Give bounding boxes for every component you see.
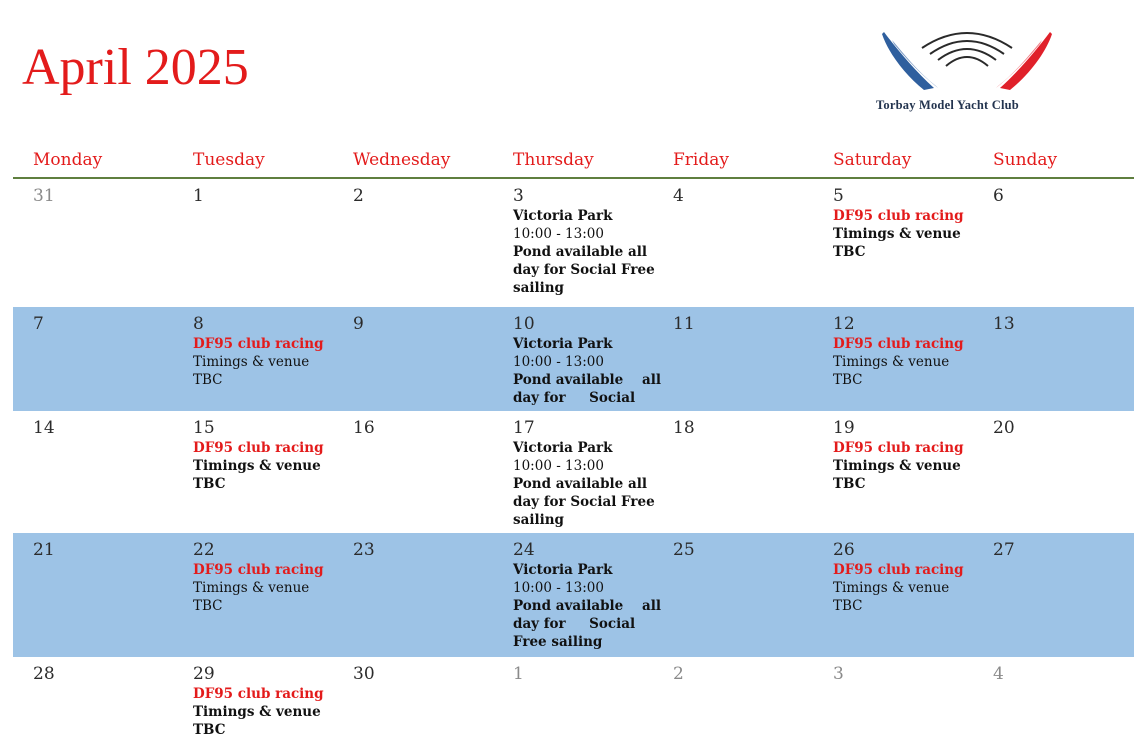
day-number: 29 xyxy=(193,664,215,684)
day-cell[interactable] xyxy=(673,313,821,335)
weekday-wednesday: Wednesday xyxy=(353,150,451,170)
day-number: 20 xyxy=(993,418,1015,438)
day-cell[interactable] xyxy=(513,417,661,529)
event-line: 10:00 - 13:00 xyxy=(513,580,604,596)
day-number: 1 xyxy=(193,186,204,206)
day-cell[interactable] xyxy=(193,417,341,493)
event-line: sailing xyxy=(513,512,564,528)
event-line: Timings & venue xyxy=(193,458,321,474)
day-number: 7 xyxy=(33,314,44,334)
event-line: TBC xyxy=(833,598,863,614)
day-cell[interactable] xyxy=(353,663,501,685)
event-line: Timings & venue xyxy=(833,458,961,474)
day-number: 31 xyxy=(33,186,55,206)
day-number: 18 xyxy=(673,418,695,438)
event-line: DF95 club racing xyxy=(193,440,324,456)
day-cell[interactable] xyxy=(833,663,981,685)
event-line: DF95 club racing xyxy=(833,440,964,456)
event-line: Pond available all xyxy=(513,372,662,388)
day-number: 12 xyxy=(833,314,855,334)
event-line: 10:00 - 13:00 xyxy=(513,458,604,474)
day-cell[interactable] xyxy=(513,539,661,651)
day-number: 3 xyxy=(833,664,844,684)
day-number: 4 xyxy=(993,664,1004,684)
day-cell[interactable] xyxy=(673,417,821,439)
event-line: Pond available all xyxy=(513,244,647,260)
day-cell[interactable] xyxy=(993,313,1141,335)
event-line: DF95 club racing xyxy=(193,686,324,702)
day-cell[interactable] xyxy=(193,313,341,389)
event-line: sailing xyxy=(513,280,564,296)
day-number: 16 xyxy=(353,418,375,438)
event-line: DF95 club racing xyxy=(833,562,964,578)
day-number: 2 xyxy=(353,186,364,206)
day-cell[interactable] xyxy=(353,539,501,561)
day-number: 6 xyxy=(993,186,1004,206)
day-cell[interactable] xyxy=(33,185,181,207)
event-line: Free sailing xyxy=(513,634,603,650)
day-cell[interactable] xyxy=(193,663,341,739)
event-line: 10:00 - 13:00 xyxy=(513,226,604,242)
day-number: 21 xyxy=(33,540,55,560)
day-cell[interactable] xyxy=(513,313,661,407)
event-line: day for Social xyxy=(513,616,636,632)
event-line: Timings & venue xyxy=(193,580,310,596)
day-number: 10 xyxy=(513,314,535,334)
weekday-monday: Monday xyxy=(33,150,103,170)
day-cell[interactable] xyxy=(673,663,821,685)
day-number: 3 xyxy=(513,186,524,206)
event-line: DF95 club racing xyxy=(193,336,324,352)
event-line: Victoria Park xyxy=(513,208,613,224)
event-line: Timings & venue xyxy=(193,704,321,720)
day-cell[interactable] xyxy=(993,663,1141,685)
day-number: 24 xyxy=(513,540,535,560)
day-cell[interactable] xyxy=(33,313,181,335)
event-line: TBC xyxy=(833,372,863,388)
day-number: 22 xyxy=(193,540,215,560)
day-cell[interactable] xyxy=(513,663,661,685)
day-cell[interactable] xyxy=(833,539,981,615)
day-cell[interactable] xyxy=(993,539,1141,561)
event-line: TBC xyxy=(193,476,226,492)
event-line: Timings & venue xyxy=(833,226,961,242)
day-cell[interactable] xyxy=(193,185,341,207)
event-line: Victoria Park xyxy=(513,562,613,578)
day-cell[interactable] xyxy=(833,185,981,261)
calendar-grid xyxy=(13,148,1134,753)
day-cell[interactable] xyxy=(673,185,821,207)
day-number: 4 xyxy=(673,186,684,206)
day-cell[interactable] xyxy=(513,185,661,297)
event-line: TBC xyxy=(193,598,223,614)
day-number: 9 xyxy=(353,314,364,334)
weekday-header xyxy=(13,148,1134,179)
day-number: 5 xyxy=(833,186,844,206)
event-line: DF95 club racing xyxy=(833,336,964,352)
day-cell[interactable] xyxy=(193,539,341,615)
day-number: 26 xyxy=(833,540,855,560)
day-cell[interactable] xyxy=(33,663,181,685)
event-line: Timings & venue xyxy=(833,354,950,370)
day-number: 11 xyxy=(673,314,695,334)
club-logo xyxy=(812,18,1132,126)
day-number: 2 xyxy=(673,664,684,684)
week-row xyxy=(13,307,1134,411)
event-line: Timings & venue xyxy=(193,354,310,370)
day-number: 23 xyxy=(353,540,375,560)
day-number: 17 xyxy=(513,418,535,438)
day-cell[interactable] xyxy=(833,417,981,493)
day-number: 27 xyxy=(993,540,1015,560)
day-number: 13 xyxy=(993,314,1015,334)
event-line: Victoria Park xyxy=(513,336,613,352)
weekday-friday: Friday xyxy=(673,150,729,170)
day-number: 19 xyxy=(833,418,855,438)
day-cell[interactable] xyxy=(833,313,981,389)
event-line: Victoria Park xyxy=(513,440,613,456)
event-line: DF95 club racing xyxy=(193,562,324,578)
day-number: 28 xyxy=(33,664,55,684)
week-row xyxy=(13,179,1134,307)
event-line: DF95 club racing xyxy=(833,208,964,224)
day-number: 15 xyxy=(193,418,215,438)
event-line: day for Social Free xyxy=(513,494,655,510)
day-cell[interactable] xyxy=(993,185,1141,207)
calendar-weeks xyxy=(13,179,1134,753)
event-line: TBC xyxy=(193,722,226,738)
day-number: 14 xyxy=(33,418,55,438)
event-line: TBC xyxy=(193,372,223,388)
day-cell[interactable] xyxy=(33,417,181,439)
event-line: TBC xyxy=(833,244,866,260)
day-number: 25 xyxy=(673,540,695,560)
day-cell[interactable] xyxy=(673,539,821,561)
weekday-saturday: Saturday xyxy=(833,150,912,170)
day-cell[interactable] xyxy=(33,539,181,561)
day-cell[interactable] xyxy=(353,185,501,207)
day-cell[interactable] xyxy=(993,417,1141,439)
event-line: 10:00 - 13:00 xyxy=(513,354,604,370)
week-row xyxy=(13,411,1134,533)
weekday-tuesday: Tuesday xyxy=(193,150,265,170)
event-line: TBC xyxy=(833,476,866,492)
day-number: 8 xyxy=(193,314,204,334)
page-title: April 2025 xyxy=(22,39,249,96)
event-line: Pond available all xyxy=(513,598,662,614)
day-cell[interactable] xyxy=(353,417,501,439)
week-row xyxy=(13,533,1134,657)
week-row xyxy=(13,657,1134,753)
logo-text: Torbay Model Yacht Club xyxy=(876,98,1019,112)
event-line: day for Social Free xyxy=(513,262,655,278)
day-number: 1 xyxy=(513,664,524,684)
event-line: Timings & venue xyxy=(833,580,950,596)
day-cell[interactable] xyxy=(353,313,501,335)
day-number: 30 xyxy=(353,664,375,684)
event-line: Pond available all xyxy=(513,476,647,492)
weekday-sunday: Sunday xyxy=(993,150,1058,170)
weekday-thursday: Thursday xyxy=(513,150,594,170)
event-line: day for Social xyxy=(513,390,636,406)
